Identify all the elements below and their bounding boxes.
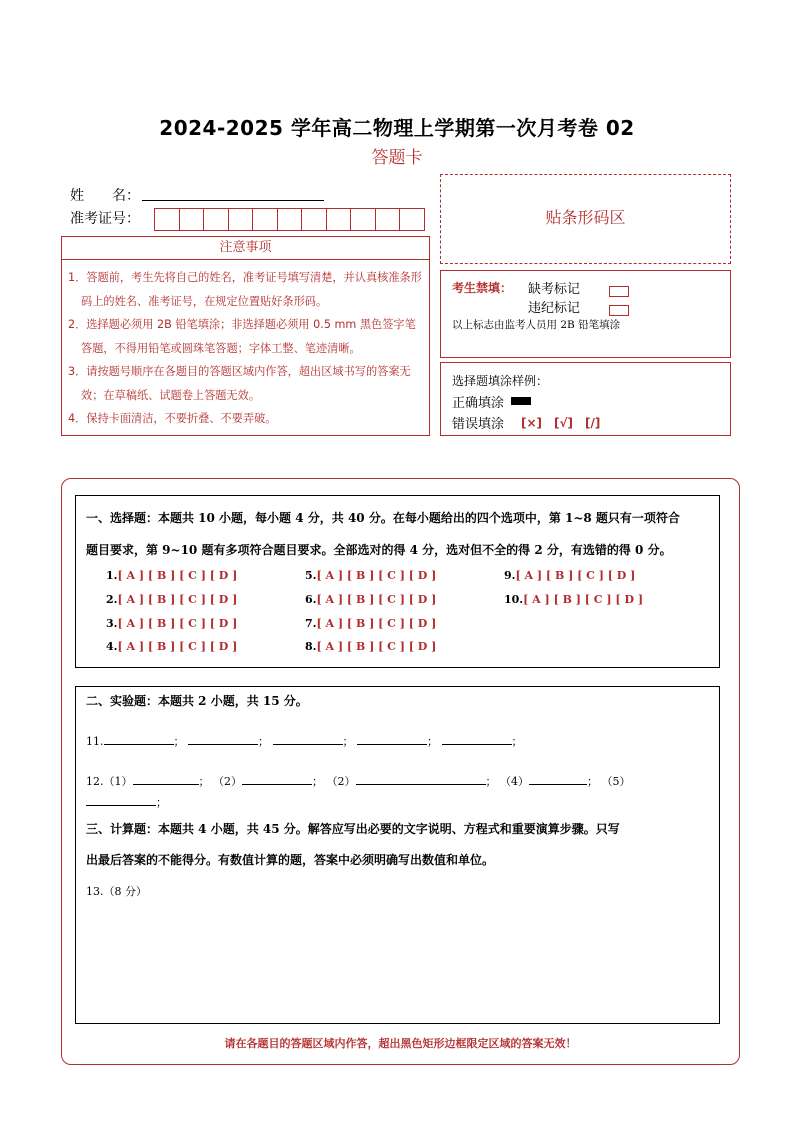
section3-line2: 出最后答案的不能得分。有数值计算的题，答案中必须明确写出数值和单位。: [86, 853, 495, 867]
section-choice: [75, 495, 720, 668]
choice-q9[interactable]: 9.[ A ] [ B ] [ C ] [ D ]: [504, 569, 636, 582]
exam-id-cell[interactable]: [203, 208, 229, 231]
q12-row: 12.（1） ； （2） ； （2） ； （4） ； （5）: [86, 772, 631, 789]
forbid-label: 考生禁填：: [452, 281, 513, 295]
q13-answer-area[interactable]: [86, 903, 706, 1013]
choice-q1[interactable]: 1.[ A ] [ B ] [ C ] [ D ]: [106, 569, 238, 582]
choice-q8[interactable]: 8.[ A ] [ B ] [ C ] [ D ]: [305, 640, 437, 653]
choice-q2[interactable]: 2.[ A ] [ B ] [ C ] [ D ]: [106, 593, 238, 606]
wrong-fill-marks: [×] [√] [/]: [521, 416, 601, 430]
section2-heading: 二、实验题：本题共 2 小题，共 15 分。: [86, 694, 308, 708]
examiner-marks-box: [440, 270, 731, 358]
notice-item: 2．选择题必须用 2B 铅笔填涂；非选择题必须用 0.5 mm 黑色签字笔答题，不得用铅笔或圆珠笔答题；字体工整、笔迹清晰。: [68, 318, 416, 355]
section1-line1: 一、选择题：本题共 10 小题，每小题 4 分，共 40 分。在每小题给出的四个选项中，第 1~8 题只有一项符合: [86, 511, 680, 525]
name-label: 姓 名：: [70, 188, 140, 204]
page-title: 2024-2025 学年高二物理上学期第一次月考卷 02: [159, 116, 635, 140]
exam-id-cell[interactable]: [252, 208, 278, 231]
fill-sample-box: [440, 362, 731, 436]
exam-id-label: 准考证号：: [70, 211, 140, 227]
exam-id-cell[interactable]: [326, 208, 352, 231]
choice-q7[interactable]: 7.[ A ] [ B ] [ C ] [ D ]: [305, 617, 437, 630]
page-subtitle: 答题卡: [371, 148, 423, 168]
exam-id-cell[interactable]: [301, 208, 327, 231]
q13-label: 13.（8 分）: [86, 885, 147, 898]
choice-q5[interactable]: 5.[ A ] [ B ] [ C ] [ D ]: [305, 569, 437, 582]
correct-fill-label: 正确填涂: [452, 396, 505, 411]
footer-warning: 请在各题目的答题区域内作答，超出黑色矩形边框限定区域的答案无效！: [224, 1037, 577, 1050]
exam-id-cell[interactable]: [154, 208, 180, 231]
notice-item: 4．保持卡面清洁，不要折叠、不要弄破。: [68, 412, 277, 425]
forbid-note: 以上标志由监考人员用 2B 铅笔填涂: [452, 319, 621, 331]
q12-blank-5[interactable]: [86, 793, 156, 806]
choice-q6[interactable]: 6.[ A ] [ B ] [ C ] [ D ]: [305, 593, 437, 606]
wrong-fill-label: 错误填涂: [452, 417, 505, 432]
sample-label: 选择题填涂样例：: [452, 374, 549, 388]
absent-mark-label: 缺考标记: [528, 282, 581, 297]
section3-line1: 三、计算题：本题共 4 小题，共 45 分。解答应写出必要的文字说明、方程式和重要演算步骤。只写: [86, 822, 620, 836]
exam-id-cell[interactable]: [277, 208, 303, 231]
q11-row: 11. ； ； ； ； ；: [86, 732, 523, 749]
choice-q3[interactable]: 3.[ A ] [ B ] [ C ] [ D ]: [106, 617, 238, 630]
violation-mark-label: 违纪标记: [528, 301, 581, 316]
correct-fill-mark: [511, 397, 531, 405]
exam-id-cell[interactable]: [228, 208, 254, 231]
q12-blank-3[interactable]: [356, 772, 486, 785]
q11-blank[interactable]: [188, 732, 258, 745]
notice-body: [61, 259, 430, 436]
q11-blank[interactable]: [104, 732, 174, 745]
name-field[interactable]: [142, 200, 324, 201]
notice-item: 3．请按题号顺序在各题目的答题区域内作答，超出区域书写的答案无效；在草稿纸、试题卷上答题无效。: [68, 365, 411, 402]
exam-id-cell[interactable]: [375, 208, 401, 231]
exam-id-cell[interactable]: [350, 208, 376, 231]
exam-id-cell[interactable]: [399, 208, 425, 231]
barcode-label: 贴条形码区: [545, 208, 626, 227]
q12-blank-2[interactable]: [242, 772, 312, 785]
choice-q4[interactable]: 4.[ A ] [ B ] [ C ] [ D ]: [106, 640, 238, 653]
exam-id-cell[interactable]: [179, 208, 205, 231]
section-experiment-calc: [75, 686, 720, 1024]
section1-line2: 题目要求，第 9~10 题有多项符合题目要求。全部选对的得 4 分，选对但不全的得 2 分，有选错的得 0 分。: [86, 543, 672, 557]
violation-mark-box[interactable]: [609, 305, 629, 316]
barcode-area: [440, 174, 731, 264]
notice-item: 1．答题前，考生先将自己的姓名，准考证号填写清楚，并认真核准条形码上的姓名、准考证号，在规定位置贴好条形码。: [68, 271, 422, 308]
q11-blank[interactable]: [357, 732, 427, 745]
q12-row-cont: ；: [86, 793, 167, 810]
choice-q10[interactable]: 10.[ A ] [ B ] [ C ] [ D ]: [504, 593, 644, 606]
exam-id-boxes[interactable]: [155, 208, 425, 231]
q11-blank[interactable]: [273, 732, 343, 745]
notice-heading: 注意事项: [61, 236, 430, 260]
q11-blank[interactable]: [442, 732, 512, 745]
absent-mark-box[interactable]: [609, 286, 629, 297]
q12-blank-1[interactable]: [133, 772, 199, 785]
q12-blank-4[interactable]: [529, 772, 587, 785]
